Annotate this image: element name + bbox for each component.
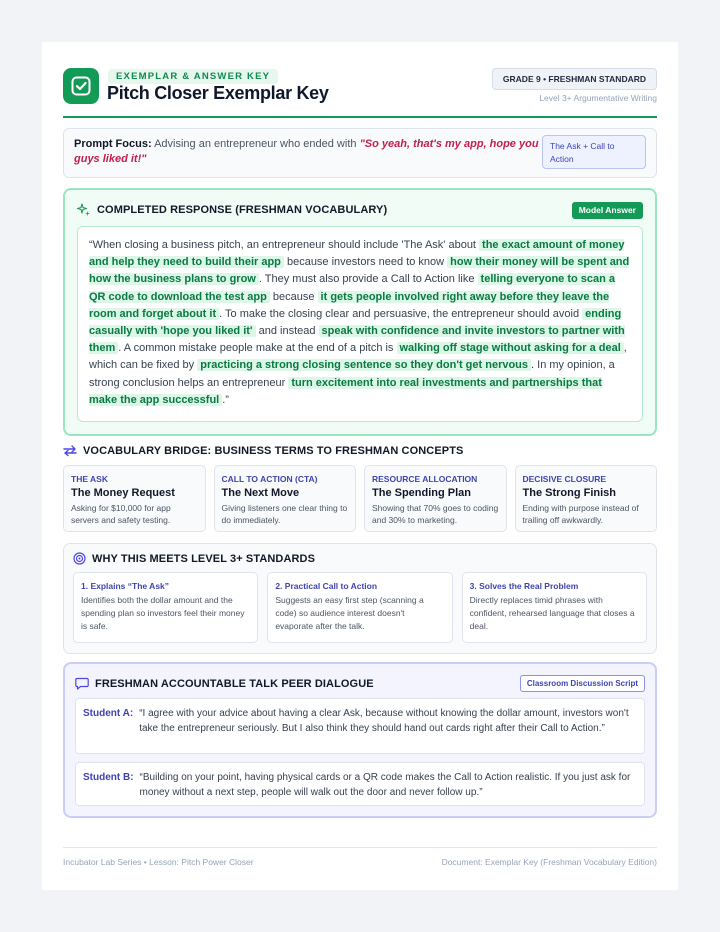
sparkle-icon — [77, 203, 91, 217]
response-text-run: . They must also provide a Call to Action like — [258, 273, 478, 286]
target-icon — [73, 552, 86, 565]
prompt-focus-box — [63, 128, 657, 178]
vocab-term: THE ASK — [71, 474, 108, 484]
eyebrow-label: EXEMPLAR & ANSWER KEY — [108, 69, 278, 84]
response-text-run: “When closing a business pitch, an entrepreneur should include 'The Ask' about — [89, 239, 480, 251]
response-text-run: because investors need to know — [283, 256, 448, 269]
dialogue-text: “Building on your point, having physical cards or a QR code makes the Call to Action realistic. If you just ask for money without a next step, people will walk out the door and never follow up.” — [139, 772, 631, 798]
standards-cards — [73, 572, 647, 643]
grade-badge: GRADE 9 • FRESHMAN STANDARD — [492, 68, 657, 90]
vocab-card — [214, 465, 357, 532]
standard-description: Directly replaces timid phrases with confident, rehearsed language that closes a deal. — [469, 595, 635, 631]
model-response-text — [77, 226, 643, 422]
vocab-concept: The Spending Plan — [372, 487, 472, 499]
vocab-description: Ending with purpose instead of trailing off awkwardly. — [522, 503, 639, 525]
response-text-run: . To make the closing clear and persuasive, the entrepreneur should avoid — [219, 307, 583, 320]
vocab-concept: The Strong Finish — [522, 487, 616, 499]
response-text-run: , which can be fixed by — [89, 342, 627, 372]
prompt-tag: The Ask + Call to Action — [542, 135, 646, 169]
model-answer-badge: Model Answer — [572, 202, 643, 219]
dialogue-text: “I agree with your advice about having a clear Ask, because without knowing the dollar amount, investors won't take the entrepreneur seriously. But I also think they should hand out cards right after their Call to Action.” — [139, 708, 629, 734]
vocab-card — [364, 465, 507, 532]
vocab-description: Giving listeners one clear thing to do immediately. — [221, 503, 348, 525]
standard-card — [73, 572, 258, 643]
response-text-run: . In my opinion, a strong conclusion helps an entrepreneur — [89, 359, 615, 389]
exemplar-page — [42, 42, 678, 890]
standard-title: 1. Explains “The Ask” — [81, 581, 170, 591]
vocab-bridge-heading — [63, 445, 463, 457]
vocab-description: Asking for $10,000 for app servers and safety testing. — [71, 503, 171, 525]
vocab-heading-text: VOCABULARY BRIDGE: BUSINESS TERMS TO FRESHMAN CONCEPTS — [83, 445, 464, 457]
standard-title: 3. Solves the Real Problem — [469, 581, 579, 591]
footer-document: Document: Exemplar Key (Freshman Vocabulary Edition) — [441, 857, 657, 867]
vocab-card — [63, 465, 206, 532]
footer-series: Incubator Lab Series • Lesson: Pitch Power Closer — [63, 857, 254, 867]
highlighted-phrase: the exact amount of money and help they need to build their app — [89, 239, 625, 269]
standards-heading — [73, 552, 315, 565]
response-text-run: . A common mistake people make at the end of a pitch is — [118, 342, 397, 355]
standards-heading-text: WHY THIS MEETS LEVEL 3+ STANDARDS — [92, 552, 316, 565]
dialogue-heading — [75, 677, 374, 690]
response-text-run: .” — [222, 393, 229, 406]
vocab-concept: The Money Request — [71, 487, 175, 499]
chat-bubble-icon — [75, 677, 89, 690]
dialogue-heading-text: FRESHMAN ACCOUNTABLE TALK PEER DIALOGUE — [95, 677, 374, 690]
standard-card — [462, 572, 647, 643]
standards-section — [63, 543, 657, 654]
response-text-run: because — [269, 290, 318, 303]
highlighted-phrase: telling everyone to scan a QR code to download the test app — [89, 273, 616, 303]
response-text-run: and instead — [255, 325, 319, 338]
level-label: Level 3+ Argumentative Writing — [539, 93, 657, 103]
prompt-text: Advising an entrepreneur who ended with — [154, 138, 357, 150]
speaker-label: Student A: — [83, 708, 134, 719]
standard-title: 2. Practical Call to Action — [275, 581, 378, 591]
standard-card — [267, 572, 452, 643]
check-circle-icon — [63, 68, 99, 104]
page-header — [63, 66, 657, 118]
highlighted-phrase: how their money will be spent and how the business plans to grow — [89, 256, 630, 286]
completed-response-section — [63, 188, 657, 436]
completed-heading-text: COMPLETED RESPONSE (FRESHMAN VOCABULARY) — [97, 204, 388, 216]
dialogue-line — [75, 762, 645, 806]
vocab-term: RESOURCE ALLOCATION — [372, 474, 478, 484]
peer-dialogue-section — [63, 662, 657, 818]
dialogue-line — [75, 698, 645, 754]
speaker-label: Student B: — [83, 772, 134, 783]
vocab-term: CALL TO ACTION (CTA) — [221, 474, 318, 484]
highlighted-phrase: speak with confidence and invite investors to partner with them — [89, 325, 625, 355]
highlighted-phrase: ending casually with 'hope you liked it' — [89, 307, 622, 338]
highlighted-phrase: walking off stage without asking for a deal — [397, 342, 624, 354]
vocab-card — [515, 465, 658, 532]
standard-description: Suggests an easy first step (scanning a code) so audience interest doesn't evaporate after the talk. — [275, 595, 424, 631]
page-footer — [63, 847, 657, 867]
vocab-cards — [63, 465, 657, 532]
vocab-description: Showing that 70% goes to coding and 30% to marketing. — [372, 503, 499, 525]
standard-description: Identifies both the dollar amount and the spending plan so investors feel their money is safe. — [81, 595, 245, 631]
discussion-script-badge: Classroom Discussion Script — [520, 675, 645, 692]
page-title: Pitch Closer Exemplar Key — [107, 83, 329, 103]
completed-response-heading — [77, 203, 387, 217]
highlighted-phrase: turn excitement into real investments and partnerships that make the app successful — [89, 376, 602, 406]
swap-arrows-icon — [63, 445, 77, 457]
vocab-concept: The Next Move — [221, 487, 300, 499]
highlighted-phrase: it gets people involved right away before they leave the room and forget about it — [89, 290, 610, 320]
prompt-quote: "So yeah, that's my app, hope you guys liked it!" — [74, 138, 539, 165]
highlighted-phrase: practicing a strong closing sentence so they don't get nervous — [197, 359, 531, 371]
vocab-term: DECISIVE CLOSURE — [522, 474, 607, 484]
prompt-label: Prompt Focus: — [74, 138, 152, 150]
